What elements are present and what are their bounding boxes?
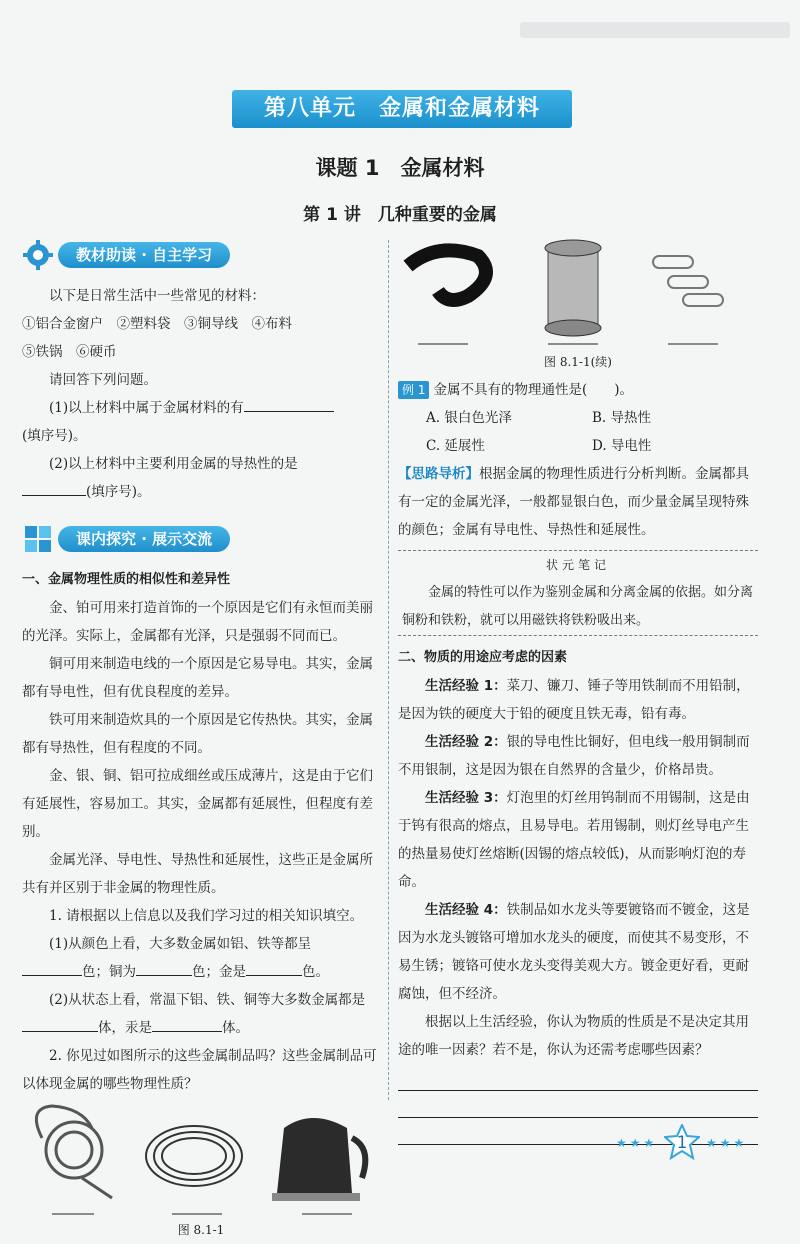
answer-blank[interactable] — [136, 961, 192, 976]
question: 2. 你见过如图所示的这些金属制品吗？这些金属制品可以体现金属的哪些物理性质？ — [22, 1048, 377, 1092]
decorative-stars-right: ★★★ — [706, 1136, 748, 1150]
question-text: 色。 — [302, 964, 329, 980]
ask-text: 请回答下列问题。 — [49, 372, 157, 388]
note-box — [398, 550, 758, 636]
question-text: (填序号)。 — [22, 428, 87, 444]
question-text: (2)以上材料中主要利用金属的导热性的是 — [49, 456, 298, 472]
paragraph: 金属光泽、导电性、导热性和延展性，这些正是金属所共有并区别于非金属的物理性质。 — [22, 852, 373, 896]
subsection-heading: 一、金属物理性质的相似性和差异性 — [22, 572, 231, 587]
answer-blank[interactable] — [246, 961, 302, 976]
experience-text: 银的导电性比铜好，但电线一般用铜制而不用银制，这是因为银在自然界的含量少，价格昂贵。 — [398, 734, 750, 778]
page-number-badge — [664, 1124, 700, 1160]
example-text: 金属不具有的物理通性是( )。 — [433, 382, 633, 398]
section-label: 教材助读 · 自主学习 — [58, 242, 230, 268]
question-fill — [22, 986, 380, 1042]
question-2 — [22, 450, 380, 506]
decorative-stars-left: ★★★ — [616, 1136, 658, 1150]
answer-blank[interactable] — [22, 481, 86, 496]
answer-line[interactable] — [398, 1064, 758, 1091]
experience-2 — [398, 728, 758, 784]
question-text: (填序号)。 — [86, 484, 151, 500]
answer-blank[interactable] — [244, 397, 334, 412]
question-text: (2)从状态上看，常温下铝、铁、铜等大多数金属都是 — [49, 992, 366, 1008]
metal-items-illustration — [398, 236, 758, 348]
experience-text: 灯泡里的灯丝用钨制而不用锡制，这是由于钨有很高的熔点，且易导电。若用锡制，则灯丝导电产生的热量易使灯丝熔断(因锡的熔点较低)，从而影响灯泡的寿命。 — [398, 790, 750, 890]
puzzle-icon — [22, 523, 54, 555]
right-column — [398, 236, 758, 1145]
page-number: 1 — [676, 1133, 688, 1153]
experience-label: 生活经验 2： — [425, 734, 507, 750]
question-text: (1)从颜色上看，大多数金属如铝、铁等都呈 — [49, 936, 312, 952]
paragraph: 铜可用来制造电线的一个原因是它易导电。其实，金属都有导电性，但有优良程度的差异。 — [22, 656, 373, 700]
left-column — [22, 236, 380, 1244]
experience-text: 菜刀、镰刀、锤子等用铁制而不用铅制，是因为铁的硬度大于铅的硬度且铁无毒，铅有毒。 — [398, 678, 750, 722]
topic-title: 课题 1 金属材料 — [315, 156, 485, 180]
figure-metal-items-continued — [398, 236, 758, 348]
option[interactable]: D. 导电性 — [592, 438, 652, 454]
analysis-text: 根据金属的物理性质进行分析判断。金属都具有一定的金属光泽，一般都显银白色，而少量金属呈现特殊的颜色；金属有导电性、导热性和延展性。 — [398, 466, 749, 538]
paper-clips-icon — [653, 256, 723, 306]
answer-line[interactable] — [398, 1118, 758, 1145]
example-tag: 例 1 — [398, 381, 429, 399]
option[interactable]: C. 延展性 — [426, 438, 485, 454]
experience-4 — [398, 896, 758, 1008]
experience-1 — [398, 672, 758, 728]
materials-list-line: ⑤铁锅 ⑥硬币 — [22, 344, 117, 360]
page-header-strip — [520, 22, 790, 38]
subsection-heading: 二、物质的用途应考虑的因素 — [398, 650, 568, 665]
figure-caption: 图 8.1-1 — [177, 1223, 225, 1237]
section-label: 课内探究 · 展示交流 — [58, 526, 230, 552]
experience-label: 生活经验 4： — [425, 902, 507, 918]
experience-label: 生活经验 1： — [425, 678, 507, 694]
metal-strip-roll-icon — [408, 250, 486, 300]
option[interactable]: A. 银白色光泽 — [426, 410, 512, 426]
question-text: 色；铜为 — [82, 964, 136, 980]
paragraph: 金、铂可用来打造首饰的一个原因是它们有永恒而美丽的光泽。实际上，金属都有光泽，只是强弱不同而已。 — [22, 600, 373, 644]
note-text: 金属的特性可以作为鉴别金属和分离金属的依据。如分离铜粉和铁粉，就可以用磁铁将铁粉吸出来。 — [402, 585, 754, 628]
gear-icon — [22, 239, 54, 271]
question-1 — [22, 394, 380, 450]
question: 1. 请根据以上信息以及我们学习过的相关知识填空。 — [49, 908, 364, 924]
options-list — [398, 404, 758, 460]
materials-list-line: ①铝合金窗户 ②塑料袋 ③铜导线 ④布料 — [22, 316, 292, 332]
experience-text: 铁制品如水龙头等要镀铬而不镀金，这是因为水龙头镀铬可增加水龙头的硬度，而使其不易变形，不易生锈；镀铬可使水龙头变得美观大方。镀金更好看，更耐腐蚀，但不经济。 — [398, 902, 750, 1002]
figure-metal-products — [22, 1098, 380, 1216]
column-divider — [388, 240, 389, 1100]
coiled-wire-icon — [146, 1126, 242, 1186]
answer-line[interactable] — [398, 1091, 758, 1118]
section-header-self-study — [22, 238, 380, 272]
option[interactable]: B. 导热性 — [592, 410, 652, 426]
figure-caption: 图 8.1-1(续) — [544, 355, 612, 369]
question-text: (1)以上材料中属于金属材料的有 — [49, 400, 244, 416]
answer-blank[interactable] — [152, 1017, 222, 1032]
analysis-tag: 【思路导析】 — [398, 466, 479, 482]
experience-3 — [398, 784, 758, 896]
paragraph: 铁可用来制造炊具的一个原因是它传热快。其实，金属都有导热性，但有程度的不同。 — [22, 712, 373, 756]
experience-label: 生活经验 3： — [425, 790, 507, 806]
intro-text: 以下是日常生活中一些常见的材料： — [49, 288, 265, 304]
paragraph: 金、银、铜、铝可拉成细丝或压成薄片，这是由于它们有延展性，容易加工。其实，金属都有延展性，但程度有差别。 — [22, 768, 373, 840]
answer-blank[interactable] — [22, 961, 82, 976]
wire-spool-icon — [545, 240, 601, 336]
answer-blank[interactable] — [22, 1017, 98, 1032]
lecture-title: 第 1 讲 几种重要的金属 — [303, 205, 497, 225]
note-title: 状元笔记 — [545, 558, 610, 572]
section-header-exploration — [22, 522, 380, 556]
question-text: 色；金是 — [192, 964, 246, 980]
french-horn-icon — [36, 1106, 112, 1198]
kettle-icon — [272, 1118, 365, 1201]
metal-products-illustration — [22, 1098, 380, 1216]
question-text: 体，汞是 — [98, 1020, 152, 1036]
analysis-paragraph — [398, 460, 758, 544]
example-question — [398, 376, 758, 404]
question-text: 体。 — [222, 1020, 249, 1036]
final-question: 根据以上生活经验，你认为物质的性质是不是决定其用途的唯一因素？若不是，你认为还需考虑哪些因素？ — [398, 1014, 749, 1058]
question-fill — [22, 930, 380, 986]
unit-title-banner: 第八单元 金属和金属材料 — [232, 90, 572, 128]
